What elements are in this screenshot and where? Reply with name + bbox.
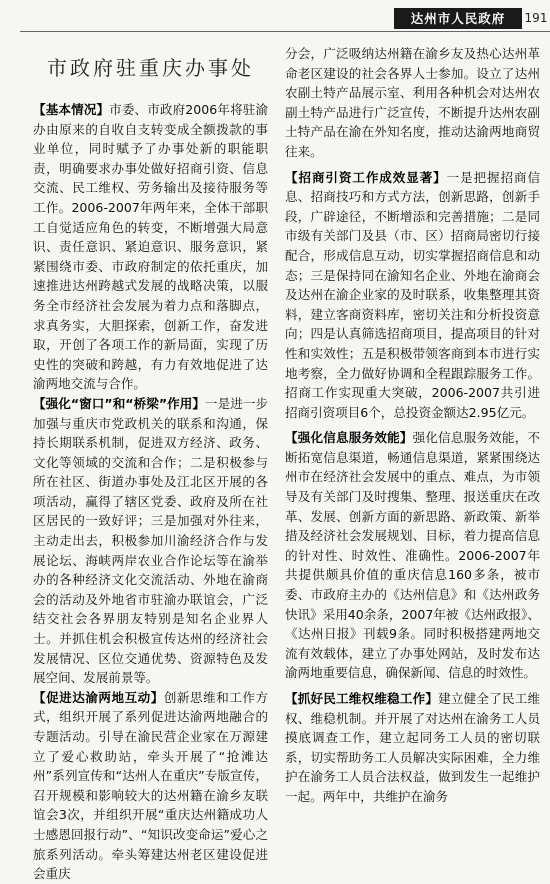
section-text: 创新思维和工作方式，组织开展了系列促进达渝两地融合的专题活动。引导在渝民营企业家在万源建立了爱心救助站，牵头开展了“抢滩达州”系列宣传和“达州人在重庆”专版宣传，召开规模和影响较大的达州籍在渝乡友联谊会3次，并组织开展“重庆达州籍成功人士感恩回报行动”、“知识改变命运”爱心之旅系列活动。牵头筹建达州老区建设促进会重庆 <box>33 689 269 882</box>
left-column <box>33 44 268 884</box>
right-column <box>285 44 540 807</box>
section-text: 市委、市政府2006年将驻渝办由原来的自收自支转变成全额拨款的事业单位，同时赋予了办事处新的职能职责，明确要求办事处做好招商引资、信息交流、民工维权、劳务输出及接待服务等工作。2006-2007年两年来，全体干部职工自觉适应角色的转变，不断增强大局意识、责任意识、紧迫意识、服务意识，紧紧围绕市委、市政府制定的依托重庆，加速推进达州跨越式发展的战略决策，以服务全市经济社会发展为着力点和落脚点，求真务实，大胆探索，创新工作，奋发进取，开创了各项工作的新局面，实现了历史性的突破和跨越，有力有效地促进了达渝两地交流与合作。 <box>33 102 269 392</box>
section-window-bridge <box>33 394 268 688</box>
section-worker-rights <box>285 689 540 807</box>
section-information <box>285 428 540 683</box>
article-title: 市政府驻重庆办事处 <box>47 56 254 80</box>
section-investment <box>285 168 540 423</box>
section-text: 强化信息服务效能，不断拓宽信息渠道，畅通信息渠道，紧紧围绕达州市在经济社会发展中的重点、难点，为市领导及有关部门及时搜集、整理、报送重庆在改革、发展、创新方面的新思路、新政策、新举措及经济社会发展规划、目标，着力提高信息的针对性、时效性、准确性。2006-2007年共提供颇具价值的重庆信息160多条，被市委、市政府主办的《达州信息》和《达州政务快讯》采用40余条，2007年被《达州政报》、《达州日报》刊载9条。同时积极搭建两地交流有效载体，建立了办事处网站，及时发布达渝两地重要信息，确保新闻、信息的时效性。 <box>285 430 541 681</box>
section-heading: 【促进达渝两地互动】 <box>33 689 164 705</box>
header-rule <box>20 31 550 32</box>
section-heading: 【抓好民工维权维稳工作】 <box>285 691 439 706</box>
section-text: 分会，广泛吸纳达州籍在渝乡友及热心达州革命老区建设的社会各界人士参加。设立了达州农副土特产品展示室、利用各种机会对达州农副土特产品进行广泛宣传，不断提升达州农副土特产品在渝在外知名度，推动达渝两地商贸往来。 <box>285 46 540 159</box>
section-basic-info <box>33 100 268 394</box>
section-heading: 【强化“窗口”和“桥梁”作用】 <box>33 395 205 411</box>
section-continued <box>285 44 540 162</box>
section-heading: 【基本情况】 <box>33 102 110 117</box>
section-text: 一是把握招商信息、招商技巧和方式方法，创新思路，创新手段，广辟途径，不断增添和完善措施；二是同市级有关部门及县（市、区）招商局密切行接配合，形成信息互动，切实掌握招商信息和动态；三是保持同在渝知名企业、外地在渝商会及达州在渝企业家的及时联系，收集整理其资料，建立客商资料库，密切关注和分析投资意向；四是认真筛选招商项目，提高项目的针对性和实效性；五是积极带领客商到本市进行实地考察，全力做好协调和全程跟踪服务工作。招商工作实现重大突破，2006-2007共引进招商引资项目6个，总投资金额达2.95亿元。 <box>285 169 541 420</box>
page-number: 191 <box>524 11 548 25</box>
section-heading: 【招商引资工作成效显著】 <box>285 169 447 185</box>
running-header-band: 达州市人民政府 <box>394 8 522 29</box>
section-text: 一是进一步加强与重庆市党政机关的联系和沟通，保持长期联系机制，促进双方经济、政务、文化等领域的交流和合作；二是积极参与所在社区、街道办事处及江北区开展的各项活动，赢得了辖区党委、政府及所在社区居民的一致好评；三是加强对外往来，主动走出去，积极参加川渝经济合作与发展论坛、海峡两岸农业合作论坛等在渝举办的各种经济文化交流活动、外地在渝商会的活动及外地省市驻渝办联谊会，广泛结交社会各界朋友特别是知名企业界人士。并抓住机会积极宣传达州的经济社会发展情况、区位交通优势、资源特色及发展空间、发展前景等。 <box>33 395 269 686</box>
section-interaction <box>33 688 268 884</box>
section-heading: 【强化信息服务效能】 <box>285 430 413 446</box>
section-text: 建立健全了民工维权、维稳机制。并开展了对达州在渝务工人员摸底调查工作，建立起同务工人员的密切联系，切实帮助务工人员解决实际困难，全力维护在渝务工人员合法权益，做到发生一起维护一起。两年中，共维护在渝务 <box>285 691 541 804</box>
